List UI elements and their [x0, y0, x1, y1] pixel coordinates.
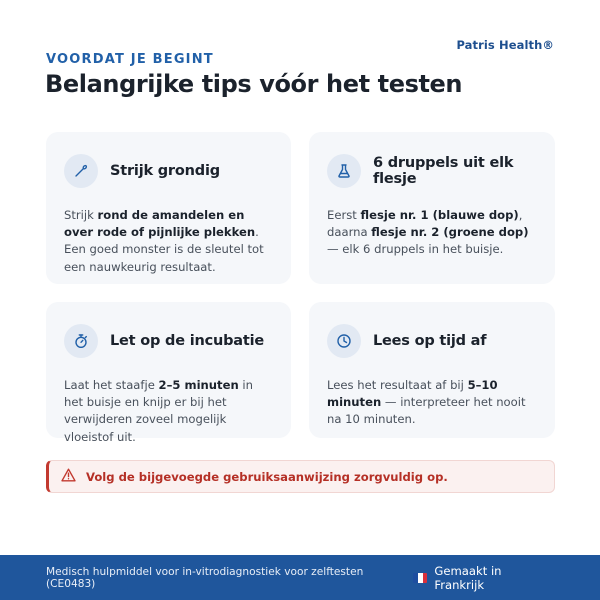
stopwatch-icon: [64, 324, 98, 358]
warning-text: Volg de bijgevoegde gebruiksaanwijzing zorgvuldig op.: [86, 469, 448, 484]
warning-banner: [46, 460, 555, 493]
tip-card-read-time: [309, 302, 555, 438]
tip-card-title: Let op de incubatie: [110, 333, 265, 349]
flask-icon: [327, 154, 361, 188]
tip-card-title: Strijk grondig: [110, 163, 220, 179]
tip-card-body: Eerst flesje nr. 1 (blauwe dop), daarna flesje nr. 2 (groene dop) — elk 6 druppels in het buisje.: [327, 208, 529, 257]
tip-card-body: Laat het staafje 2–5 minuten in het buisje en knijp er bij het verwijderen zoveel mogelijk vloeistof uit.: [64, 378, 253, 444]
page-title: Belangrijke tips vóór het testen: [45, 70, 463, 98]
footer-origin: [413, 564, 554, 592]
tip-card-incubation: [46, 302, 291, 444]
tip-card-body: Lees het resultaat af bij 5–10 minuten — interpreteer het nooit na 10 minuten.: [327, 378, 526, 427]
eyebrow-label: VOORDAT JE BEGINT: [46, 52, 214, 67]
swab-icon: [64, 154, 98, 188]
brand-logo: Patris Health®: [456, 38, 554, 52]
footer-origin-label: Gemaakt in Frankrijk: [434, 563, 502, 592]
footer-regulatory-text: Medisch hulpmiddel voor in-vitrodiagnostiek voor zelftesten (CE0483): [46, 565, 364, 590]
tip-card-drops: [309, 132, 555, 284]
clock-icon: [327, 324, 361, 358]
tip-card-title: Lees op tijd af: [373, 333, 487, 349]
footer: [0, 555, 600, 600]
tip-card-body: Strijk rond de amandelen en over rode of pijnlijke plekken. Een goed monster is de sleutel tot een nauwkeurig resultaat.: [64, 208, 264, 274]
warning-triangle-icon: [61, 467, 76, 486]
tip-card-title: 6 druppels uit elk flesje: [373, 155, 514, 187]
tip-card-swab: [46, 132, 291, 284]
france-flag-icon: [413, 573, 427, 583]
